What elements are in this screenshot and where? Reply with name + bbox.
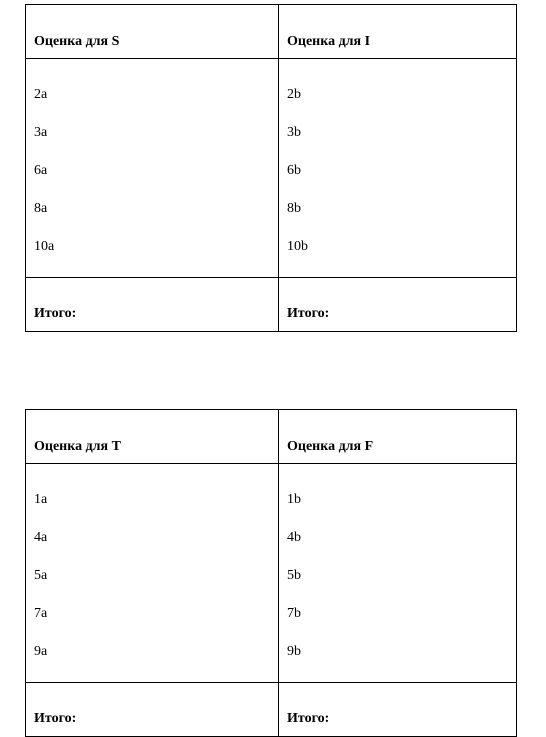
item-list-s — [34, 59, 278, 277]
total-cell-i — [279, 278, 517, 332]
total-label-i: Итого: — [287, 306, 330, 321]
list-item: 10b — [287, 239, 308, 254]
list-item: 3b — [287, 125, 301, 140]
total-cell-t — [26, 683, 279, 737]
table-header-row — [26, 410, 517, 464]
list-item: 8a — [34, 201, 48, 216]
list-item: 3a — [34, 125, 48, 140]
table-total-row — [26, 683, 517, 737]
header-cell-i — [279, 5, 517, 59]
items-cell-i — [279, 59, 517, 278]
total-label-t: Итого: — [34, 711, 77, 726]
list-item: 9a — [34, 644, 48, 659]
item-list-f — [287, 464, 516, 682]
header-label-f: Оценка для F — [287, 439, 374, 454]
list-item: 10a — [34, 239, 55, 254]
table-header-row — [26, 5, 517, 59]
list-item: 1a — [34, 492, 48, 507]
list-item: 9b — [287, 644, 301, 659]
items-cell-s — [26, 59, 279, 278]
items-cell-t — [26, 464, 279, 683]
header-label-s: Оценка для S — [34, 34, 120, 49]
list-item: 8b — [287, 201, 301, 216]
header-cell-f — [279, 410, 517, 464]
table-items-row — [26, 464, 517, 683]
item-list-i — [287, 59, 516, 277]
list-item: 5a — [34, 568, 48, 583]
score-table-s-i — [25, 4, 517, 332]
list-item: 5b — [287, 568, 301, 583]
header-cell-s — [26, 5, 279, 59]
header-label-i: Оценка для I — [287, 34, 371, 49]
header-cell-t — [26, 410, 279, 464]
list-item: 6b — [287, 163, 301, 178]
total-label-s: Итого: — [34, 306, 77, 321]
items-cell-f — [279, 464, 517, 683]
table-total-row — [26, 278, 517, 332]
list-item: 4a — [34, 530, 48, 545]
list-item: 1b — [287, 492, 301, 507]
header-label-t: Оценка для T — [34, 439, 121, 454]
list-item: 2a — [34, 87, 48, 102]
total-cell-f — [279, 683, 517, 737]
list-item: 4b — [287, 530, 301, 545]
total-label-f: Итого: — [287, 711, 330, 726]
list-item: 7a — [34, 606, 48, 621]
table-items-row — [26, 59, 517, 278]
total-cell-s — [26, 278, 279, 332]
list-item: 2b — [287, 87, 301, 102]
score-table-t-f — [25, 409, 517, 737]
item-list-t — [34, 464, 278, 682]
list-item: 6a — [34, 163, 48, 178]
list-item: 7b — [287, 606, 301, 621]
